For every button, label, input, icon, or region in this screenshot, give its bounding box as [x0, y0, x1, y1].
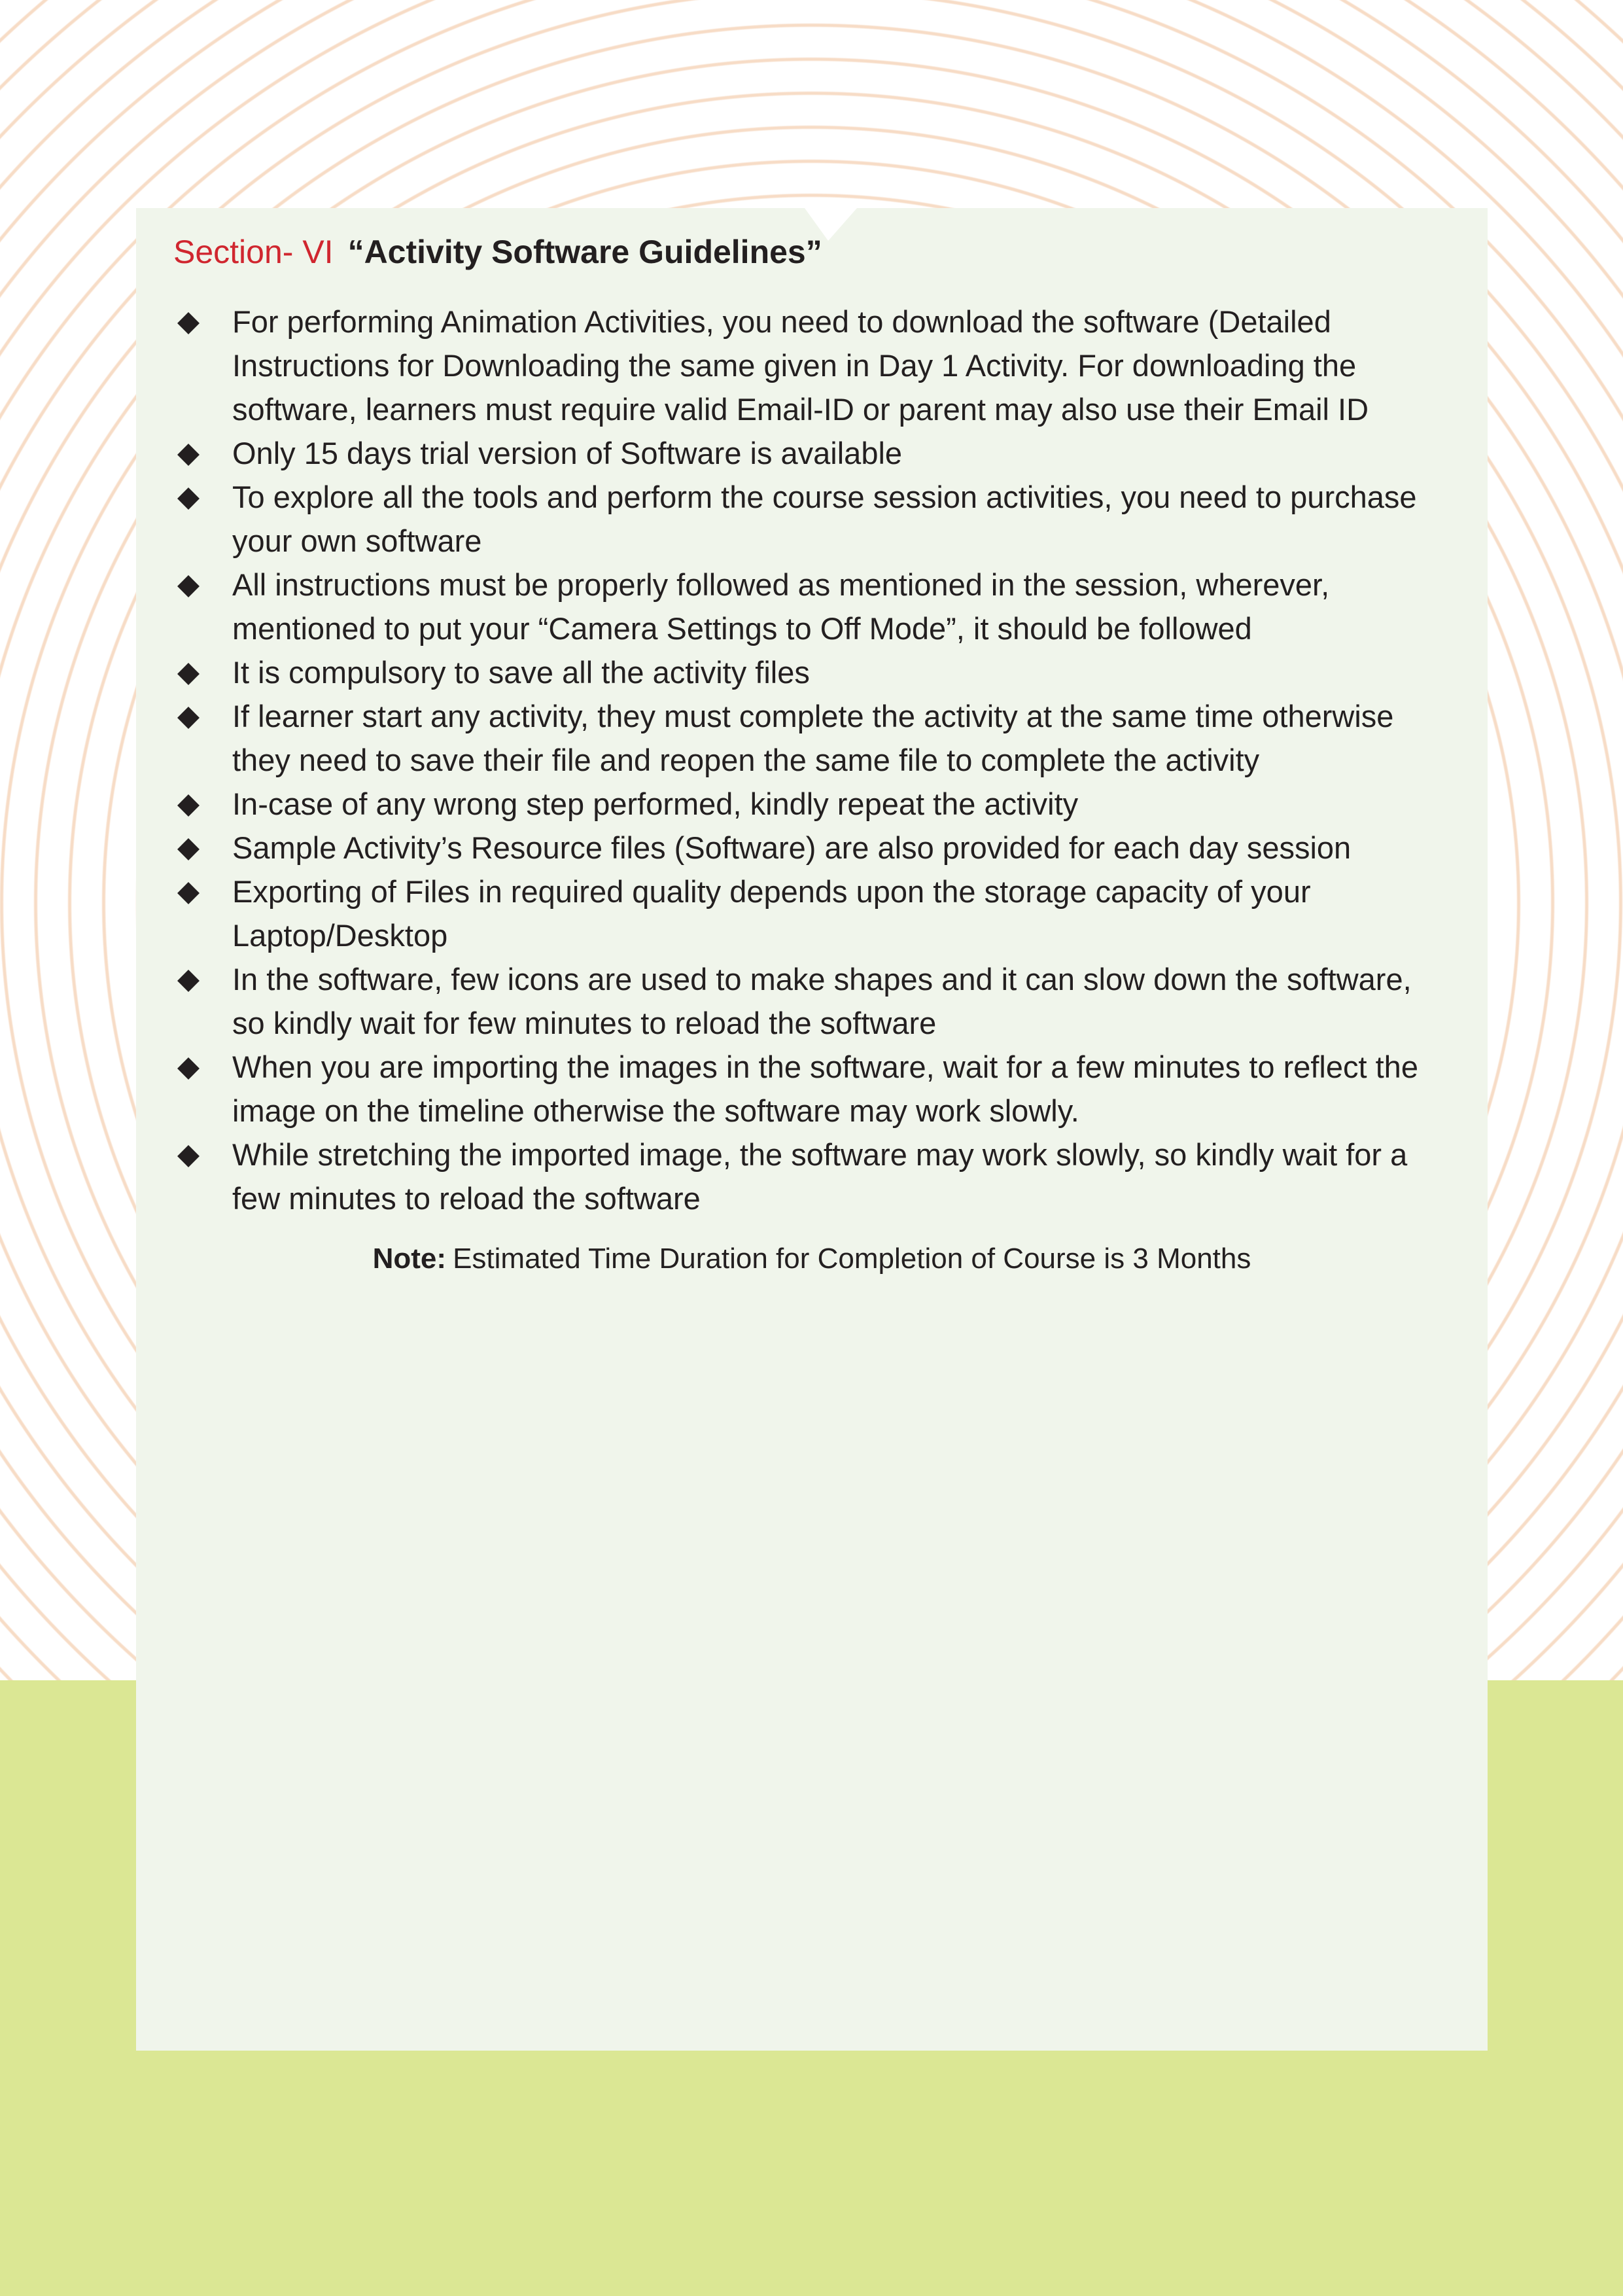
diamond-bullet-icon — [177, 838, 200, 861]
list-item — [177, 650, 1446, 694]
note-label: Note: — [372, 1243, 447, 1275]
list-item-text: Only 15 days trial version of Software is available — [232, 436, 903, 470]
list-item-text: Exporting of Files in required quality depends upon the storage capacity of your Laptop/Desktop — [232, 874, 1311, 953]
list-item — [177, 782, 1446, 826]
diamond-bullet-icon — [177, 311, 200, 335]
list-item — [177, 694, 1446, 782]
guidelines-list — [177, 300, 1446, 1220]
list-item-text: When you are importing the images in the software, wait for a few minutes to reflect the image on the timeline otherwise the software may work slowly. — [232, 1050, 1418, 1128]
note-text: Estimated Time Duration for Completion of Course is 3 Months — [453, 1243, 1251, 1275]
diamond-bullet-icon — [177, 487, 200, 510]
list-item-text: Sample Activity’s Resource files (Software) are also provided for each day session — [232, 830, 1352, 865]
diamond-bullet-icon — [177, 574, 200, 598]
list-item-text: For performing Animation Activities, you need to download the software (Detailed Instructions for Downloading the same given in Day 1 Activity. For downloading the software, learners must require valid Email-ID or parent may also use their Email ID — [232, 304, 1369, 427]
list-item-text: It is compulsory to save all the activity files — [232, 655, 810, 690]
section-number: Section- VI — [173, 234, 334, 270]
diamond-bullet-icon — [177, 1057, 200, 1080]
list-item — [177, 475, 1446, 563]
list-item — [177, 431, 1446, 475]
note — [136, 1238, 1488, 1280]
diamond-bullet-icon — [177, 794, 200, 817]
list-item-text: If learner start any activity, they must complete the activity at the same time otherwise they need to save their file and reopen the same file to complete the activity — [232, 699, 1394, 777]
section-title: “Activity Software Guidelines” — [347, 234, 822, 270]
list-item — [177, 870, 1446, 957]
list-item — [177, 1133, 1446, 1220]
list-item-text: In-case of any wrong step performed, kindly repeat the activity — [232, 786, 1079, 821]
list-item-text: To explore all the tools and perform the course session activities, you need to purchase your own software — [232, 480, 1417, 558]
diamond-bullet-icon — [177, 443, 200, 467]
list-item — [177, 300, 1446, 431]
section-heading — [173, 229, 822, 275]
list-item — [177, 826, 1446, 870]
diamond-bullet-icon — [177, 662, 200, 686]
list-item-text: All instructions must be properly followed as mentioned in the session, wherever, mentioned to put your “Camera Settings to Off Mode”, it should be followed — [232, 567, 1330, 646]
list-item-text: While stretching the imported image, the software may work slowly, so kindly wait for a few minutes to reload the software — [232, 1137, 1408, 1216]
list-item — [177, 957, 1446, 1045]
list-item-text: In the software, few icons are used to make shapes and it can slow down the software, so kindly wait for few minutes to reload the software — [232, 962, 1412, 1040]
list-item — [177, 1045, 1446, 1133]
diamond-bullet-icon — [177, 881, 200, 905]
diamond-bullet-icon — [177, 706, 200, 730]
list-item — [177, 563, 1446, 650]
diamond-bullet-icon — [177, 1144, 200, 1168]
diamond-bullet-icon — [177, 969, 200, 993]
